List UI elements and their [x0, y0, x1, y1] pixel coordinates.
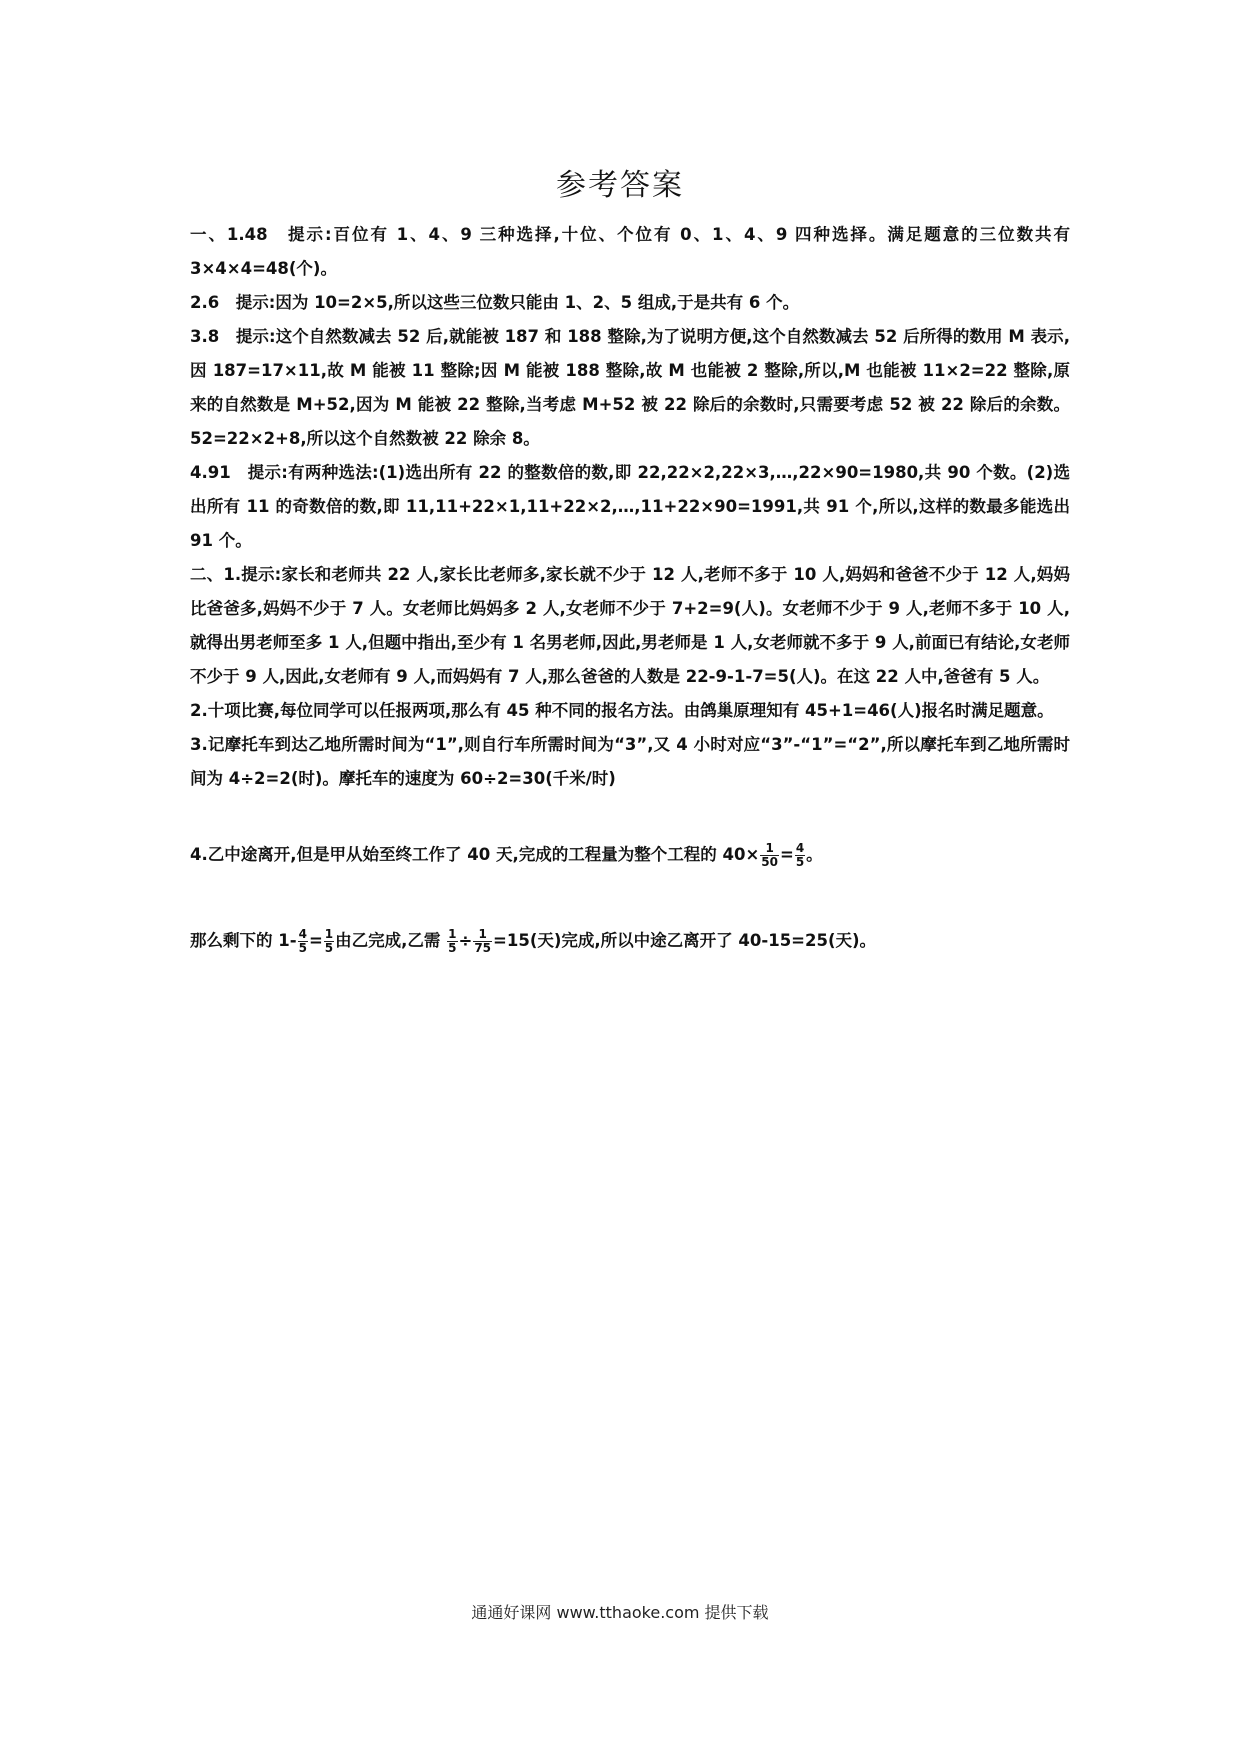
footer-source: 通通好课网 www.tthaoke.com 提供下载 — [471, 1603, 769, 1622]
answer-2-2: 2.十项比赛,每位同学可以任报两项,那么有 45 种不同的报名方法。由鸽巢原理知有 45+1=46(人)报名时满足题意。 — [190, 701, 1054, 720]
fraction — [324, 928, 334, 955]
answer-2-4b-suffix: =15(天)完成,所以中途乙离开了 40-15=25(天)。 — [493, 931, 877, 950]
fraction-numerator: 1 — [324, 927, 334, 941]
fraction-denominator: 5 — [298, 941, 307, 955]
answer-1-4: 4.91 提示:有两种选法:(1)选出所有 22 的整数倍的数,即 22,22×2,22×3,…,22×90=1980,共 90 个数。(2)选出所有 11 的奇数倍的数,即 11,11+22×1,11+22×2,…,11+22×90=1991,共 91 个,所以,这样的数最多能选出 91 个。 — [190, 463, 1070, 550]
fraction-denominator: 50 — [761, 855, 778, 869]
division-sign: ÷ — [458, 931, 473, 950]
answer-2-4-continued — [190, 924, 1070, 958]
fraction-numerator: 4 — [298, 927, 307, 941]
fraction-numerator: 1 — [448, 927, 457, 941]
answer-1-2: 2.6 提示:因为 10=2×5,所以这些三位数只能由 1、2、5 组成,于是共有 6 个。 — [190, 293, 800, 312]
answer-2-4b-mid: 由乙完成,乙需 — [335, 931, 447, 950]
fraction-denominator: 5 — [448, 941, 457, 955]
fraction-numerator: 4 — [795, 841, 805, 855]
spacer — [190, 872, 1070, 924]
answer-2-3: 3.记摩托车到达乙地所需时间为“1”,则自行车所需时间为“3”,又 4 小时对应“3”-“1”=“2”,所以摩托车到乙地所需时间为 4÷2=2(时)。摩托车的速度为 60÷2=30(千米/时) — [190, 735, 1070, 788]
fraction — [298, 928, 308, 955]
fraction-numerator: 1 — [760, 842, 779, 856]
answer-1-1: 一、1.48 提示:百位有 1、4、9 三种选择,十位、个位有 0、1、4、9 四种选择。满足题意的三位数共有 3×4×4=48(个)。 — [190, 225, 1070, 278]
fraction-numerator: 1 — [473, 928, 492, 942]
fraction — [473, 928, 492, 955]
answer-2-4-suffix: 。 — [806, 845, 823, 864]
answer-2-4 — [190, 838, 1070, 872]
fraction-denominator: 75 — [474, 941, 492, 955]
answer-1-3: 3.8 提示:这个自然数减去 52 后,就能被 187 和 188 整除,为了说明方便,这个自然数减去 52 后所得的数用 M 表示,因 187=17×11,故 M 能被 11 整除;因 M 能被 188 整除,故 M 也能被 2 整除,所以,M 也能被 11×2=22 整除,原来的自然数是 M+52,因为 M 能被 22 整除,当考虑 M+52 被 22 除后的余数时,只需要考虑 52 被 22 除后的余数。52=22×2+8,所以这个自然数被 22 除余 8。 — [190, 327, 1070, 448]
spacer — [190, 796, 1070, 838]
answer-2-4-prefix: 4.乙中途离开,但是甲从始至终工作了 40 天,完成的工程量为整个工程的 40× — [190, 845, 760, 864]
fraction-denominator: 5 — [795, 855, 805, 869]
equals-sign: = — [779, 845, 794, 864]
answer-content — [190, 218, 1070, 958]
fraction — [795, 842, 805, 869]
answer-2-4b-prefix: 那么剩下的 1- — [190, 931, 297, 950]
fraction — [447, 928, 457, 955]
page-title: 参考答案 — [556, 168, 684, 203]
equals-sign: = — [308, 931, 323, 950]
fraction-denominator: 5 — [324, 941, 334, 955]
answer-2-1: 二、1.提示:家长和老师共 22 人,家长比老师多,家长就不少于 12 人,老师不多于 10 人,妈妈和爸爸不少于 12 人,妈妈比爸爸多,妈妈不少于 7 人。女老师比妈妈多 2 人,女老师不少于 7+2=9(人)。女老师不少于 9 人,老师不多于 10 人,就得出男老师至多 1 人,但题中指出,至少有 1 名男老师,因此,男老师是 1 人,女老师就不多于 9 人,前面已有结论,女老师不少于 9 人,因此,女老师有 9 人,而妈妈有 7 人,那么爸爸的人数是 22-9-1-7=5(人)。在这 22 人中,爸爸有 5 人。 — [190, 565, 1070, 686]
fraction — [760, 842, 779, 869]
